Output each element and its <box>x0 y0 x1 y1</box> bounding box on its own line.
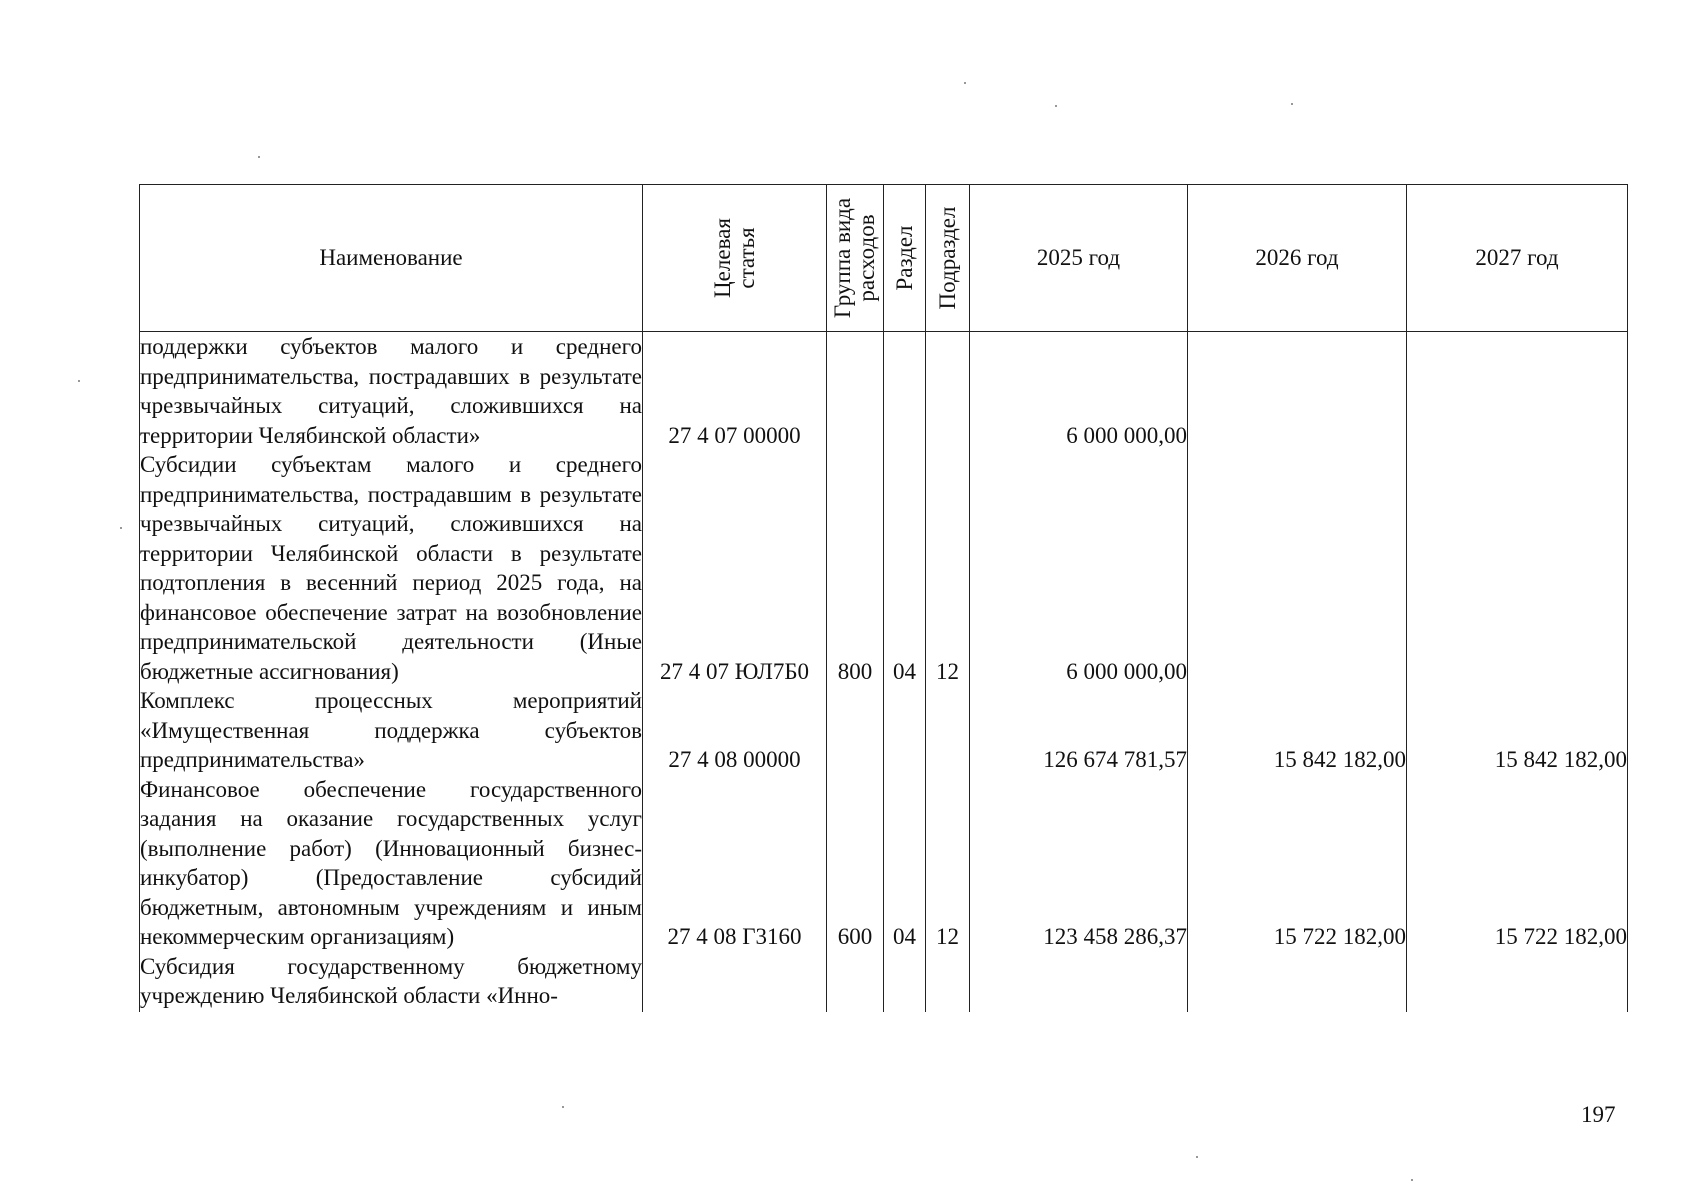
scan-speck <box>258 156 260 158</box>
header-2026: 2026 год <box>1188 185 1407 332</box>
row-target: 27 4 08 Г3160 <box>643 775 827 952</box>
row-2027 <box>1407 450 1628 686</box>
row-subsection <box>926 332 970 451</box>
row-2025: 126 674 781,57 <box>970 686 1188 775</box>
scan-speck <box>1411 1179 1413 1181</box>
row-section: 04 <box>884 775 926 952</box>
header-section-label: Раздел <box>891 225 917 291</box>
row-subsection <box>926 952 970 1012</box>
row-subsection: 12 <box>926 775 970 952</box>
row-subsection: 12 <box>926 450 970 686</box>
row-2026 <box>1188 332 1407 451</box>
row-section <box>884 686 926 775</box>
row-group <box>827 952 884 1012</box>
row-target: 27 4 07 00000 <box>643 332 827 451</box>
row-group <box>827 686 884 775</box>
table-row <box>140 952 1628 1012</box>
row-section: 04 <box>884 450 926 686</box>
header-subsection-label: Подраздел <box>934 206 960 310</box>
row-2026: 15 842 182,00 <box>1188 686 1407 775</box>
row-2027: 15 722 182,00 <box>1407 775 1628 952</box>
scan-speck <box>1055 105 1057 107</box>
row-2027: 15 842 182,00 <box>1407 686 1628 775</box>
header-2025: 2025 год <box>970 185 1188 332</box>
table-row <box>140 450 1628 686</box>
scan-speck <box>1196 1156 1198 1158</box>
row-target <box>643 952 827 1012</box>
header-2027: 2027 год <box>1407 185 1628 332</box>
page-number: 197 <box>1581 1102 1616 1127</box>
header-target <box>643 185 827 332</box>
table-row <box>140 775 1628 952</box>
row-2026 <box>1188 450 1407 686</box>
budget-table <box>139 184 1628 1012</box>
row-group: 600 <box>827 775 884 952</box>
header-name: Наименование <box>140 185 643 332</box>
row-target: 27 4 08 00000 <box>643 686 827 775</box>
row-2025 <box>970 952 1188 1012</box>
row-name: Комплекс процессных мероприятий «Имущественная поддержка субъектов предпринимательства» <box>140 686 643 775</box>
table-row <box>140 686 1628 775</box>
header-subsection <box>926 185 970 332</box>
scan-speck <box>120 527 122 529</box>
row-name: Субсидия государственному бюджетному учреждению Челябинской области «Инно- <box>140 952 643 1012</box>
table-row <box>140 332 1628 451</box>
row-name: поддержки субъектов малого и среднего предпринимательства, пострадавших в результате чрезвычайных ситуаций, сложившихся на территории Челябинской области» <box>140 332 643 451</box>
header-group <box>827 185 884 332</box>
row-2026: 15 722 182,00 <box>1188 775 1407 952</box>
header-row <box>140 185 1628 332</box>
scan-speck <box>964 82 966 84</box>
scan-speck <box>78 380 80 382</box>
scan-speck <box>1291 103 1293 105</box>
row-2025: 123 458 286,37 <box>970 775 1188 952</box>
row-name: Финансовое обеспечение государственного задания на оказание государственных услуг (выполнение работ) (Инновационный бизнес-инкубатор) (Предоставление субсидий бюджетным, автономным учреждениям и иным некоммерческим организациям) <box>140 775 643 952</box>
row-2027 <box>1407 332 1628 451</box>
row-2027 <box>1407 952 1628 1012</box>
header-section <box>884 185 926 332</box>
row-name: Субсидии субъектам малого и среднего предпринимательства, пострадавшим в результате чрезвычайных ситуаций, сложившихся на территории Челябинской области в результате подтопления в весенний период 2025 года, на финансовое обеспечение затрат на возобновление предпринимательской деятельности (Иные бюджетные ассигнования) <box>140 450 643 686</box>
row-section <box>884 952 926 1012</box>
row-target: 27 4 07 ЮЛ7Б0 <box>643 450 827 686</box>
scan-speck <box>562 1106 564 1108</box>
row-2026 <box>1188 952 1407 1012</box>
row-2025: 6 000 000,00 <box>970 450 1188 686</box>
row-section <box>884 332 926 451</box>
row-group <box>827 332 884 451</box>
header-group-label: Группа вида расходов <box>830 197 879 319</box>
row-group: 800 <box>827 450 884 686</box>
row-subsection <box>926 686 970 775</box>
header-target-label: Целевая статья <box>709 218 759 298</box>
row-2025: 6 000 000,00 <box>970 332 1188 451</box>
